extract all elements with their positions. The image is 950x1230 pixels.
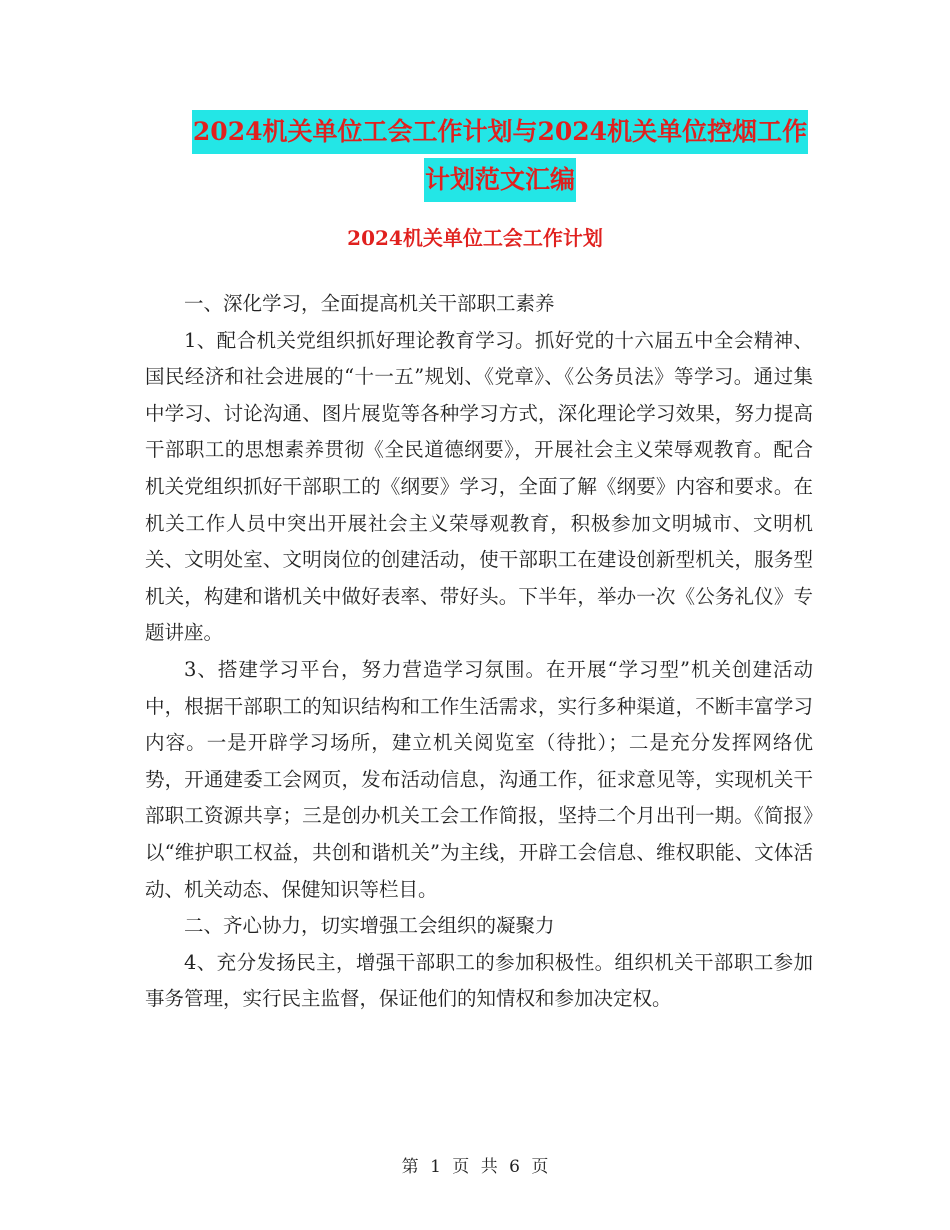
paragraph: 3、搭建学习平台，努力营造学习氛围。在开展“学习型”机关创建活动中，根据干部职工的知识结构和工作生活需求，实行多种渠道，不断丰富学习内容。一是开辟学习场所，建立机关阅览室（待批）；二是充分发挥网络优势，开通建委工会网页，发布活动信息，沟通工作，征求意见等，实现机关干部职工资源共享；三是创办机关工会工作简报，坚持二个月出刊一期。《简报》以“维护职工权益，共创和谐机关”为主线，开辟工会信息、维权职能、文体活动、机关动态、保健知识等栏目。	[145, 657, 813, 901]
title-line-1: 2024机关单位工会工作计划与2024机关单位控烟工作	[192, 110, 808, 154]
paragraph: 一、深化学习，全面提高机关干部职工素养	[184, 292, 555, 315]
section-title: 2024机关单位工会工作计划	[347, 226, 603, 250]
page-footer: 第 1 页 共 6 页	[401, 1157, 549, 1177]
document-title	[150, 110, 850, 206]
paragraph: 二、齐心协力，切实增强工会组织的凝聚力	[184, 914, 555, 938]
paragraph: 4、充分发扬民主，增强干部职工的参加积极性。组织机关干部职工参加事务管理，实行民主监督，保证他们的知情权和参加决定权。	[145, 950, 813, 1011]
title-line-2: 计划范文汇编	[424, 158, 576, 202]
paragraph: 1、配合机关党组织抓好理论教育学习。抓好党的十六届五中全会精神、国民经济和社会进展的“十一五”规划、《党章》、《公务员法》等学习。通过集中学习、讨论沟通、图片展览等各种学习方式，深化理论学习效果，努力提高干部职工的思想素养贯彻《全民道德纲要》，开展社会主义荣辱观教育。配合机关党组织抓好干部职工的《纲要》学习，全面了解《纲要》内容和要求。在机关工作人员中突出开展社会主义荣辱观教育，积极参加文明城市、文明机关、文明处室、文明岗位的创建活动，使干部职工在建设创新型机关，服务型机关，构建和谐机关中做好表率、带好头。下半年，举办一次《公务礼仪》专题讲座。	[145, 328, 813, 645]
body-text	[145, 286, 813, 1018]
